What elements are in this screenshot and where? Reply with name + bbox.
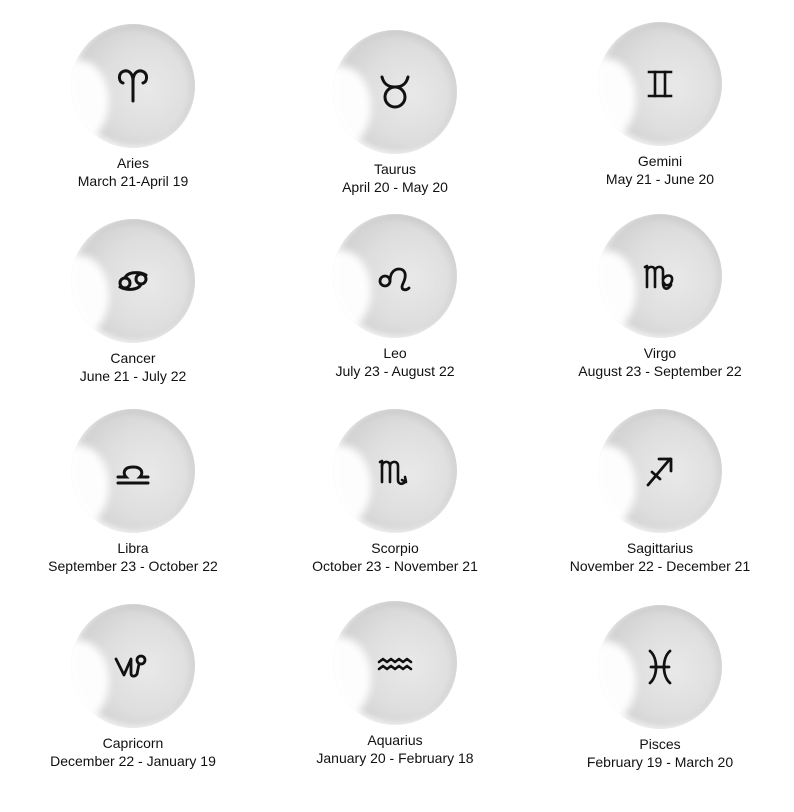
sign-card-gemini: [528, 22, 792, 222]
sign-card-aquarius: [263, 601, 527, 801]
sign-dates: February 19 - March 20: [586, 754, 734, 770]
libra-glyph-icon: [110, 448, 156, 494]
aries-disc: [71, 24, 195, 148]
sign-name: Aquarius: [367, 732, 423, 748]
sign-dates: July 23 - August 22: [335, 363, 455, 379]
sign-name: Scorpio: [371, 540, 419, 556]
sign-dates: November 22 - December 21: [569, 558, 751, 574]
leo-glyph-icon: [372, 253, 418, 299]
sign-dates: June 21 - July 22: [79, 368, 187, 384]
sign-dates: September 23 - October 22: [48, 558, 218, 574]
scorpio-glyph-icon: [372, 448, 418, 494]
sign-card-aries: [1, 24, 265, 224]
sign-name: Libra: [117, 540, 149, 556]
aquarius-glyph-icon: [372, 640, 418, 686]
sign-card-leo: [263, 214, 527, 414]
taurus-glyph-icon: [372, 69, 418, 115]
sign-name: Aries: [117, 155, 149, 171]
sign-name: Gemini: [637, 153, 683, 169]
sign-dates: March 21-April 19: [77, 173, 189, 189]
sign-card-virgo: [528, 214, 792, 414]
aquarius-disc: [333, 601, 457, 725]
gemini-glyph-icon: [637, 61, 683, 107]
aries-glyph-icon: [110, 63, 156, 109]
virgo-disc: [598, 214, 722, 338]
virgo-glyph-icon: [637, 253, 683, 299]
sign-name: Pisces: [639, 736, 681, 752]
sign-name: Capricorn: [102, 735, 164, 751]
sign-card-sagittarius: [528, 409, 792, 609]
sign-dates: April 20 - May 20: [342, 179, 448, 195]
leo-disc: [333, 214, 457, 338]
sign-card-capricorn: [1, 604, 265, 804]
sign-name: Cancer: [110, 350, 156, 366]
libra-disc: [71, 409, 195, 533]
sign-dates: December 22 - January 19: [50, 753, 216, 769]
sign-dates: May 21 - June 20: [605, 171, 715, 187]
cancer-disc: [71, 219, 195, 343]
sagittarius-disc: [598, 409, 722, 533]
gemini-disc: [598, 22, 722, 146]
sign-name: Taurus: [373, 161, 417, 177]
sign-card-cancer: [1, 219, 265, 419]
sign-dates: August 23 - September 22: [578, 363, 742, 379]
cancer-glyph-icon: [110, 258, 156, 304]
sign-dates: October 23 - November 21: [312, 558, 478, 574]
sagittarius-glyph-icon: [637, 448, 683, 494]
pisces-disc: [598, 605, 722, 729]
sign-card-libra: [1, 409, 265, 609]
sign-name: Sagittarius: [626, 540, 694, 556]
sign-name: Virgo: [643, 345, 677, 361]
pisces-glyph-icon: [637, 644, 683, 690]
capricorn-disc: [71, 604, 195, 728]
sign-name: Leo: [383, 345, 407, 361]
sign-card-pisces: [528, 605, 792, 805]
sign-card-taurus: [263, 30, 527, 230]
capricorn-glyph-icon: [110, 643, 156, 689]
sign-card-scorpio: [263, 409, 527, 609]
taurus-disc: [333, 30, 457, 154]
scorpio-disc: [333, 409, 457, 533]
sign-dates: January 20 - February 18: [316, 750, 474, 766]
